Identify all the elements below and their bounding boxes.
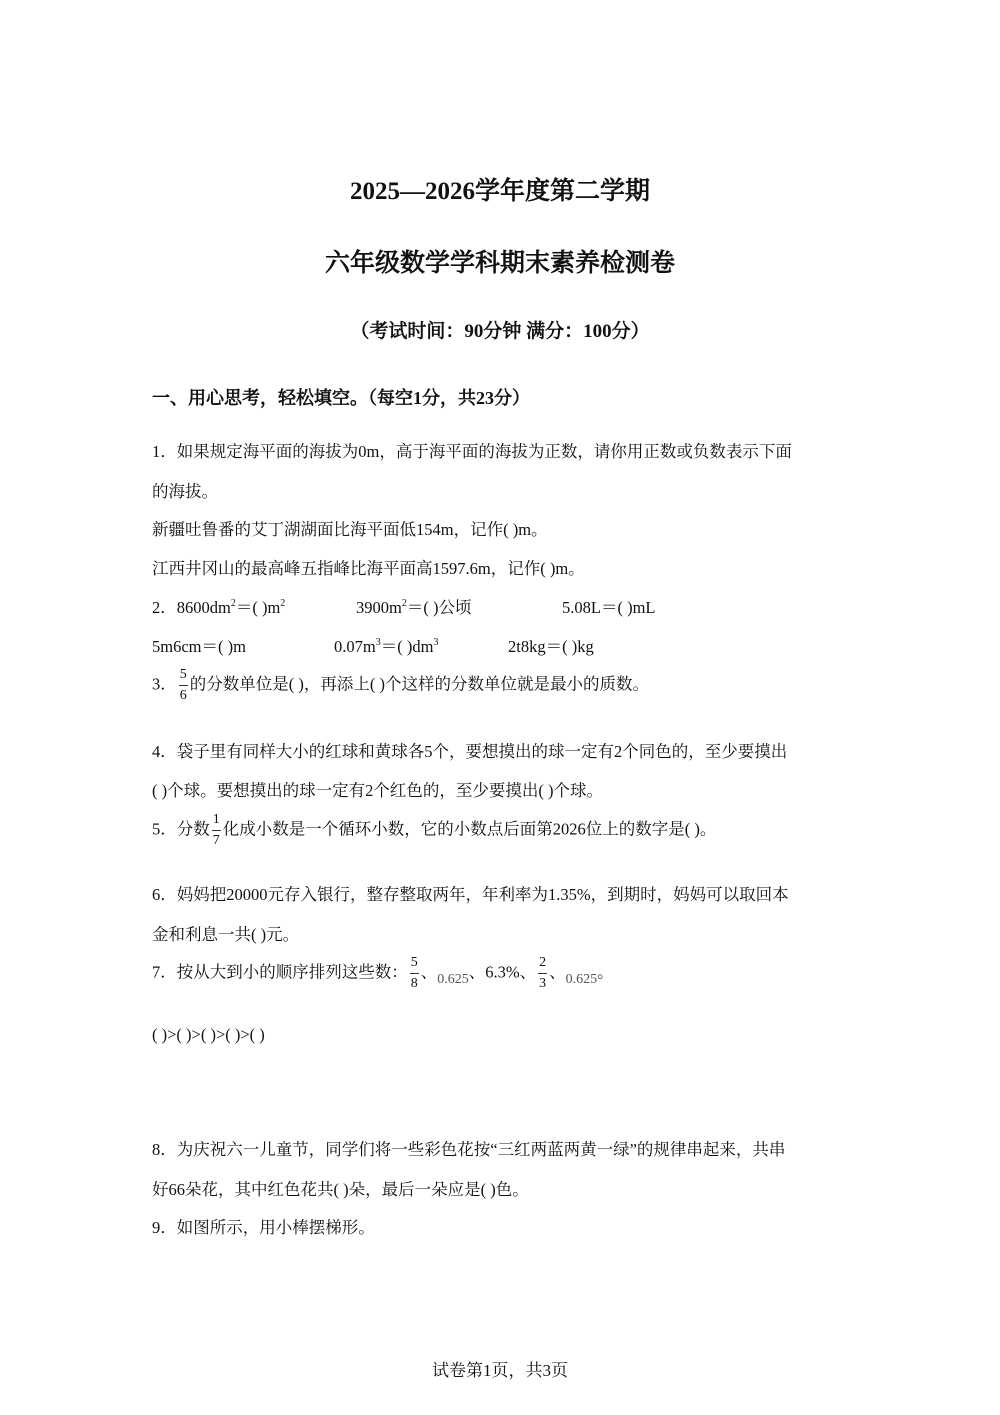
- fraction-bar: [212, 830, 221, 831]
- q9-line1: 9．如图所示，用小棒摆梯形。: [152, 1218, 375, 1237]
- q5-frac-den: 7: [212, 833, 220, 848]
- q3-line: [152, 668, 649, 703]
- q2-item-c: 5.08L＝( )mL: [562, 598, 656, 617]
- q7-prefix: 7．按从大到小的顺序排列这些数：: [152, 962, 408, 982]
- q5-text: 化成小数是一个循环小数，它的小数点后面第2026位上的数字是( )。: [222, 819, 717, 839]
- fraction-bar: [410, 973, 419, 974]
- q2-b-post: ＝( )公顷: [406, 598, 472, 617]
- q7-repeating-decimal-1: 0.625: [437, 972, 469, 988]
- page-footer: 试卷第1页，共3页: [432, 1361, 568, 1380]
- q7-sep1: 、: [420, 962, 438, 982]
- q7-f1-num: 5: [410, 955, 418, 970]
- q2-a-sup: 2: [230, 598, 236, 609]
- q2-e-pre: 0.07m: [334, 637, 376, 656]
- q7-f2-den: 3: [539, 976, 547, 991]
- q6-line1: 6．妈妈把20000元存入银行，整存整取两年，年利率为1.35%，到期时，妈妈可以取回本: [152, 885, 789, 904]
- q2-a-mid: ＝( )m: [235, 598, 281, 617]
- fraction-bar: [538, 973, 547, 974]
- exam-title-line2: 六年级数学学科期末素养检测卷: [324, 250, 675, 277]
- q7-line: [152, 956, 614, 991]
- q7-sep2: 、6.3%、: [468, 962, 537, 982]
- q2-b-sup: 2: [401, 598, 407, 609]
- q7-f1-den: 8: [410, 976, 418, 991]
- exam-title-line1: 2025—2026学年度第二学期: [349, 178, 650, 205]
- q2-e-sup2: 3: [433, 637, 439, 648]
- q4-line2: ( )个球。要想摸出的球一定有2个红色的，至少要摸出( )个球。: [152, 781, 603, 800]
- q5-fraction: [212, 813, 221, 848]
- q2-item-a: [152, 594, 285, 618]
- q1-line1: 1．如果规定海平面的海拔为0m，高于海平面的海拔为正数，请你用正数或负数表示下面: [152, 442, 792, 461]
- q6-line2: 金和利息一共( )元。: [152, 925, 300, 944]
- q7-repeating-decimal-2: 0.625: [565, 972, 598, 988]
- exam-info: （考试时间：90分钟 满分：100分）: [350, 321, 650, 342]
- q3-fraction: [179, 668, 188, 703]
- q7-fraction-1: [410, 956, 419, 991]
- q5-prefix: 5．分数: [152, 819, 210, 839]
- q3-frac-num: 5: [179, 667, 187, 682]
- q2-item-b: [356, 594, 471, 618]
- q2-b-pre: 3900m: [356, 598, 402, 617]
- q2-item-d: 5m6cm＝( )m: [152, 637, 246, 656]
- q2-item-e: [334, 633, 438, 657]
- q3-text: 的分数单位是( )，再添上( )个这样的分数单位就是最小的质数。: [189, 674, 649, 694]
- q3-prefix: 3．: [152, 674, 177, 694]
- q8-line1: 8．为庆祝六一儿童节，同学们将一些彩色花按“三红两蓝两黄一绿”的规律串起来，共串: [152, 1140, 786, 1159]
- q2-a-pre: 2．8600dm: [152, 598, 231, 617]
- q7-fraction-2: [538, 956, 547, 991]
- q3-frac-den: 6: [179, 688, 187, 703]
- q7-answer-line: ( )>( )>( )>( )>( ): [152, 1025, 265, 1044]
- section-heading: 一、用心思考，轻松填空。（每空1分，共23分）: [152, 388, 530, 408]
- q7-f2-num: 2: [539, 955, 547, 970]
- q1-line4: 江西井冈山的最高峰五指峰比海平面高1597.6m，记作( )m。: [152, 559, 585, 578]
- q1-line3: 新疆吐鲁番的艾丁湖湖面比海平面低154m，记作( )m。: [152, 520, 548, 539]
- q1-line2: 的海拔。: [152, 482, 218, 501]
- q5-frac-num: 1: [212, 812, 220, 827]
- q2-item-f: 2t8kg＝( )kg: [508, 637, 594, 656]
- q2-e-sup: 3: [375, 637, 381, 648]
- q7-sep3: 、: [549, 962, 566, 982]
- q2-a-sup2: 2: [280, 598, 286, 609]
- q2-e-mid: ＝( )dm: [380, 637, 434, 656]
- q4-line1: 4．袋子里有同样大小的红球和黄球各5个，要想摸出的球一定有2个同色的，至少要摸出: [152, 742, 788, 761]
- q7-end: 。: [597, 962, 614, 982]
- fraction-bar: [179, 685, 188, 686]
- q8-line2: 好66朵花，其中红色花共( )朵，最后一朵应是( )色。: [152, 1180, 529, 1199]
- q5-line: [152, 813, 716, 848]
